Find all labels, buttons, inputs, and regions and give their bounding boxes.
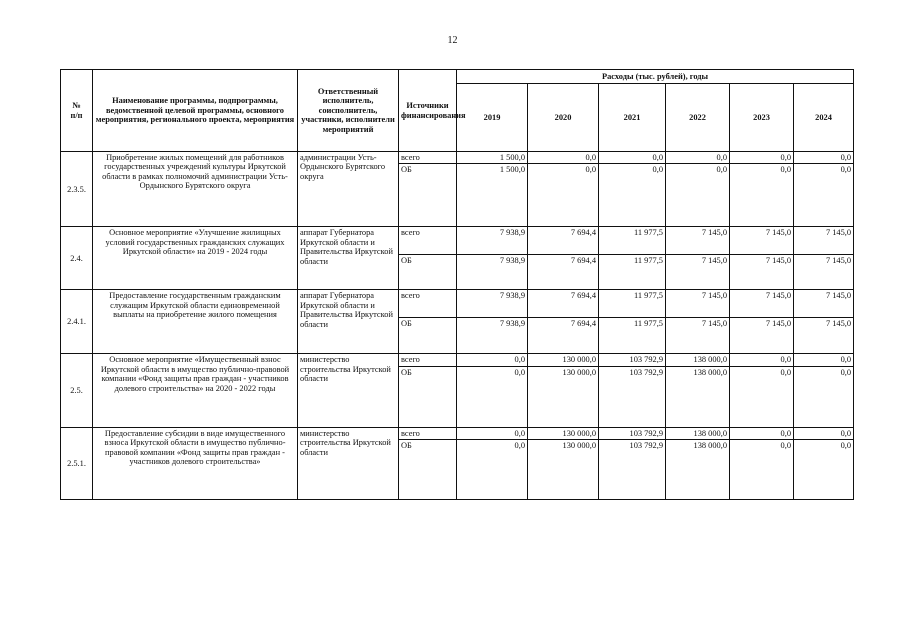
table-row bbox=[61, 290, 854, 318]
row-value: 7 145,0 bbox=[730, 290, 794, 318]
row-value: 7 145,0 bbox=[794, 318, 854, 354]
header-year: 2024 bbox=[794, 84, 854, 152]
row-value: 7 145,0 bbox=[666, 255, 730, 290]
row-value: 7 694,4 bbox=[528, 318, 599, 354]
row-value: 0,0 bbox=[794, 354, 854, 366]
row-value: 0,0 bbox=[666, 152, 730, 164]
page-number: 12 bbox=[447, 35, 458, 46]
header-name: Наименование программы, подпрограммы, ведомственной целевой программы, основного мероприятия, регионального проекта, мероприятия bbox=[93, 70, 298, 152]
table-row bbox=[61, 354, 854, 366]
row-responsible: администрации Усть-Ордынского Бурятского округа bbox=[298, 152, 399, 227]
row-source: всего bbox=[399, 427, 457, 439]
table-row bbox=[61, 227, 854, 255]
header-sources: Источники финансирования bbox=[399, 70, 457, 152]
header-year: 2022 bbox=[666, 84, 730, 152]
row-value: 0,0 bbox=[730, 427, 794, 439]
row-value: 0,0 bbox=[730, 164, 794, 227]
header-year: 2023 bbox=[730, 84, 794, 152]
row-value: 138 000,0 bbox=[666, 354, 730, 366]
row-value: 7 145,0 bbox=[730, 227, 794, 255]
row-responsible: аппарат Губернатора Иркутской области и Правительства Иркутской области bbox=[298, 227, 399, 290]
row-value: 1 500,0 bbox=[457, 152, 528, 164]
row-value: 7 694,4 bbox=[528, 290, 599, 318]
header-expenses: Расходы (тыс. рублей), годы bbox=[457, 70, 854, 84]
row-value: 7 145,0 bbox=[666, 318, 730, 354]
row-value: 0,0 bbox=[794, 427, 854, 439]
row-value: 0,0 bbox=[730, 440, 794, 500]
row-value: 7 145,0 bbox=[794, 290, 854, 318]
row-number: 2.5.1. bbox=[61, 427, 93, 499]
row-source: ОБ bbox=[399, 255, 457, 290]
header-responsible: Ответственный исполнитель, соисполнитель, участники, исполнители мероприятий bbox=[298, 70, 399, 152]
row-value: 7 145,0 bbox=[794, 227, 854, 255]
row-value: 7 145,0 bbox=[666, 227, 730, 255]
expenses-table bbox=[60, 69, 854, 500]
row-responsible: аппарат Губернатора Иркутской области и Правительства Иркутской области bbox=[298, 290, 399, 354]
row-source: всего bbox=[399, 227, 457, 255]
row-source: ОБ bbox=[399, 164, 457, 227]
row-value: 7 938,9 bbox=[457, 290, 528, 318]
row-value: 130 000,0 bbox=[528, 440, 599, 500]
row-value: 103 792,9 bbox=[599, 366, 666, 427]
row-source: всего bbox=[399, 354, 457, 366]
row-value: 0,0 bbox=[794, 164, 854, 227]
table-row bbox=[61, 427, 854, 439]
row-source: всего bbox=[399, 152, 457, 164]
row-value: 0,0 bbox=[666, 164, 730, 227]
header-year: 2019 bbox=[457, 84, 528, 152]
row-value: 7 145,0 bbox=[730, 318, 794, 354]
table-row bbox=[61, 152, 854, 164]
row-value: 11 977,5 bbox=[599, 255, 666, 290]
row-name: Приобретение жилых помещений для работников государственных учреждений культуры Иркутской области в рамках полномочий администрации Усть-Ордынского Бурятского округа bbox=[93, 152, 298, 227]
row-value: 130 000,0 bbox=[528, 354, 599, 366]
row-value: 7 694,4 bbox=[528, 255, 599, 290]
row-value: 7 145,0 bbox=[730, 255, 794, 290]
row-value: 0,0 bbox=[457, 354, 528, 366]
row-source: всего bbox=[399, 290, 457, 318]
row-responsible: министерство строительства Иркутской области bbox=[298, 427, 399, 499]
row-value: 0,0 bbox=[457, 427, 528, 439]
row-name: Основное мероприятие «Имущественный взнос Иркутской области в имущество публично-правовой компании «Фонд защиты прав граждан - участников долевого строительства» на 2020 - 2022 годы bbox=[93, 354, 298, 427]
row-name: Предоставление государственным гражданским служащим Иркутской области единовременной выплаты на приобретение жилого помещения bbox=[93, 290, 298, 354]
row-responsible: министерство строительства Иркутской области bbox=[298, 354, 399, 427]
row-value: 11 977,5 bbox=[599, 318, 666, 354]
row-number: 2.3.5. bbox=[61, 152, 93, 227]
row-value: 138 000,0 bbox=[666, 366, 730, 427]
row-source: ОБ bbox=[399, 440, 457, 500]
row-source: ОБ bbox=[399, 318, 457, 354]
row-value: 0,0 bbox=[528, 152, 599, 164]
row-value: 7 145,0 bbox=[666, 290, 730, 318]
row-value: 7 938,9 bbox=[457, 318, 528, 354]
row-value: 11 977,5 bbox=[599, 290, 666, 318]
row-value: 103 792,9 bbox=[599, 427, 666, 439]
row-value: 0,0 bbox=[457, 366, 528, 427]
header-year: 2021 bbox=[599, 84, 666, 152]
table-body bbox=[61, 152, 854, 500]
row-value: 0,0 bbox=[457, 440, 528, 500]
header-num: № п/п bbox=[61, 70, 93, 152]
header-year: 2020 bbox=[528, 84, 599, 152]
row-value: 0,0 bbox=[794, 152, 854, 164]
row-value: 0,0 bbox=[730, 366, 794, 427]
row-value: 0,0 bbox=[794, 366, 854, 427]
row-source: ОБ bbox=[399, 366, 457, 427]
row-value: 138 000,0 bbox=[666, 440, 730, 500]
row-value: 11 977,5 bbox=[599, 227, 666, 255]
row-value: 7 694,4 bbox=[528, 227, 599, 255]
row-value: 7 938,9 bbox=[457, 255, 528, 290]
row-value: 1 500,0 bbox=[457, 164, 528, 227]
row-value: 130 000,0 bbox=[528, 366, 599, 427]
row-value: 0,0 bbox=[794, 440, 854, 500]
row-number: 2.4.1. bbox=[61, 290, 93, 354]
row-value: 0,0 bbox=[730, 152, 794, 164]
row-value: 0,0 bbox=[730, 354, 794, 366]
row-value: 0,0 bbox=[599, 152, 666, 164]
row-value: 130 000,0 bbox=[528, 427, 599, 439]
row-value: 7 145,0 bbox=[794, 255, 854, 290]
row-value: 103 792,9 bbox=[599, 354, 666, 366]
row-name: Основное мероприятие «Улучшение жилищных условий государственных гражданских служащих Иркутской области» на 2019 - 2024 годы bbox=[93, 227, 298, 290]
row-number: 2.4. bbox=[61, 227, 93, 290]
row-value: 7 938,9 bbox=[457, 227, 528, 255]
row-value: 0,0 bbox=[599, 164, 666, 227]
table-header bbox=[61, 70, 854, 152]
row-number: 2.5. bbox=[61, 354, 93, 427]
row-value: 138 000,0 bbox=[666, 427, 730, 439]
row-value: 0,0 bbox=[528, 164, 599, 227]
row-value: 103 792,9 bbox=[599, 440, 666, 500]
row-name: Предоставление субсидии в виде имущественного взноса Иркутской области в имущество публично-правовой компании «Фонд защиты прав граждан - участников долевого строительства» bbox=[93, 427, 298, 499]
